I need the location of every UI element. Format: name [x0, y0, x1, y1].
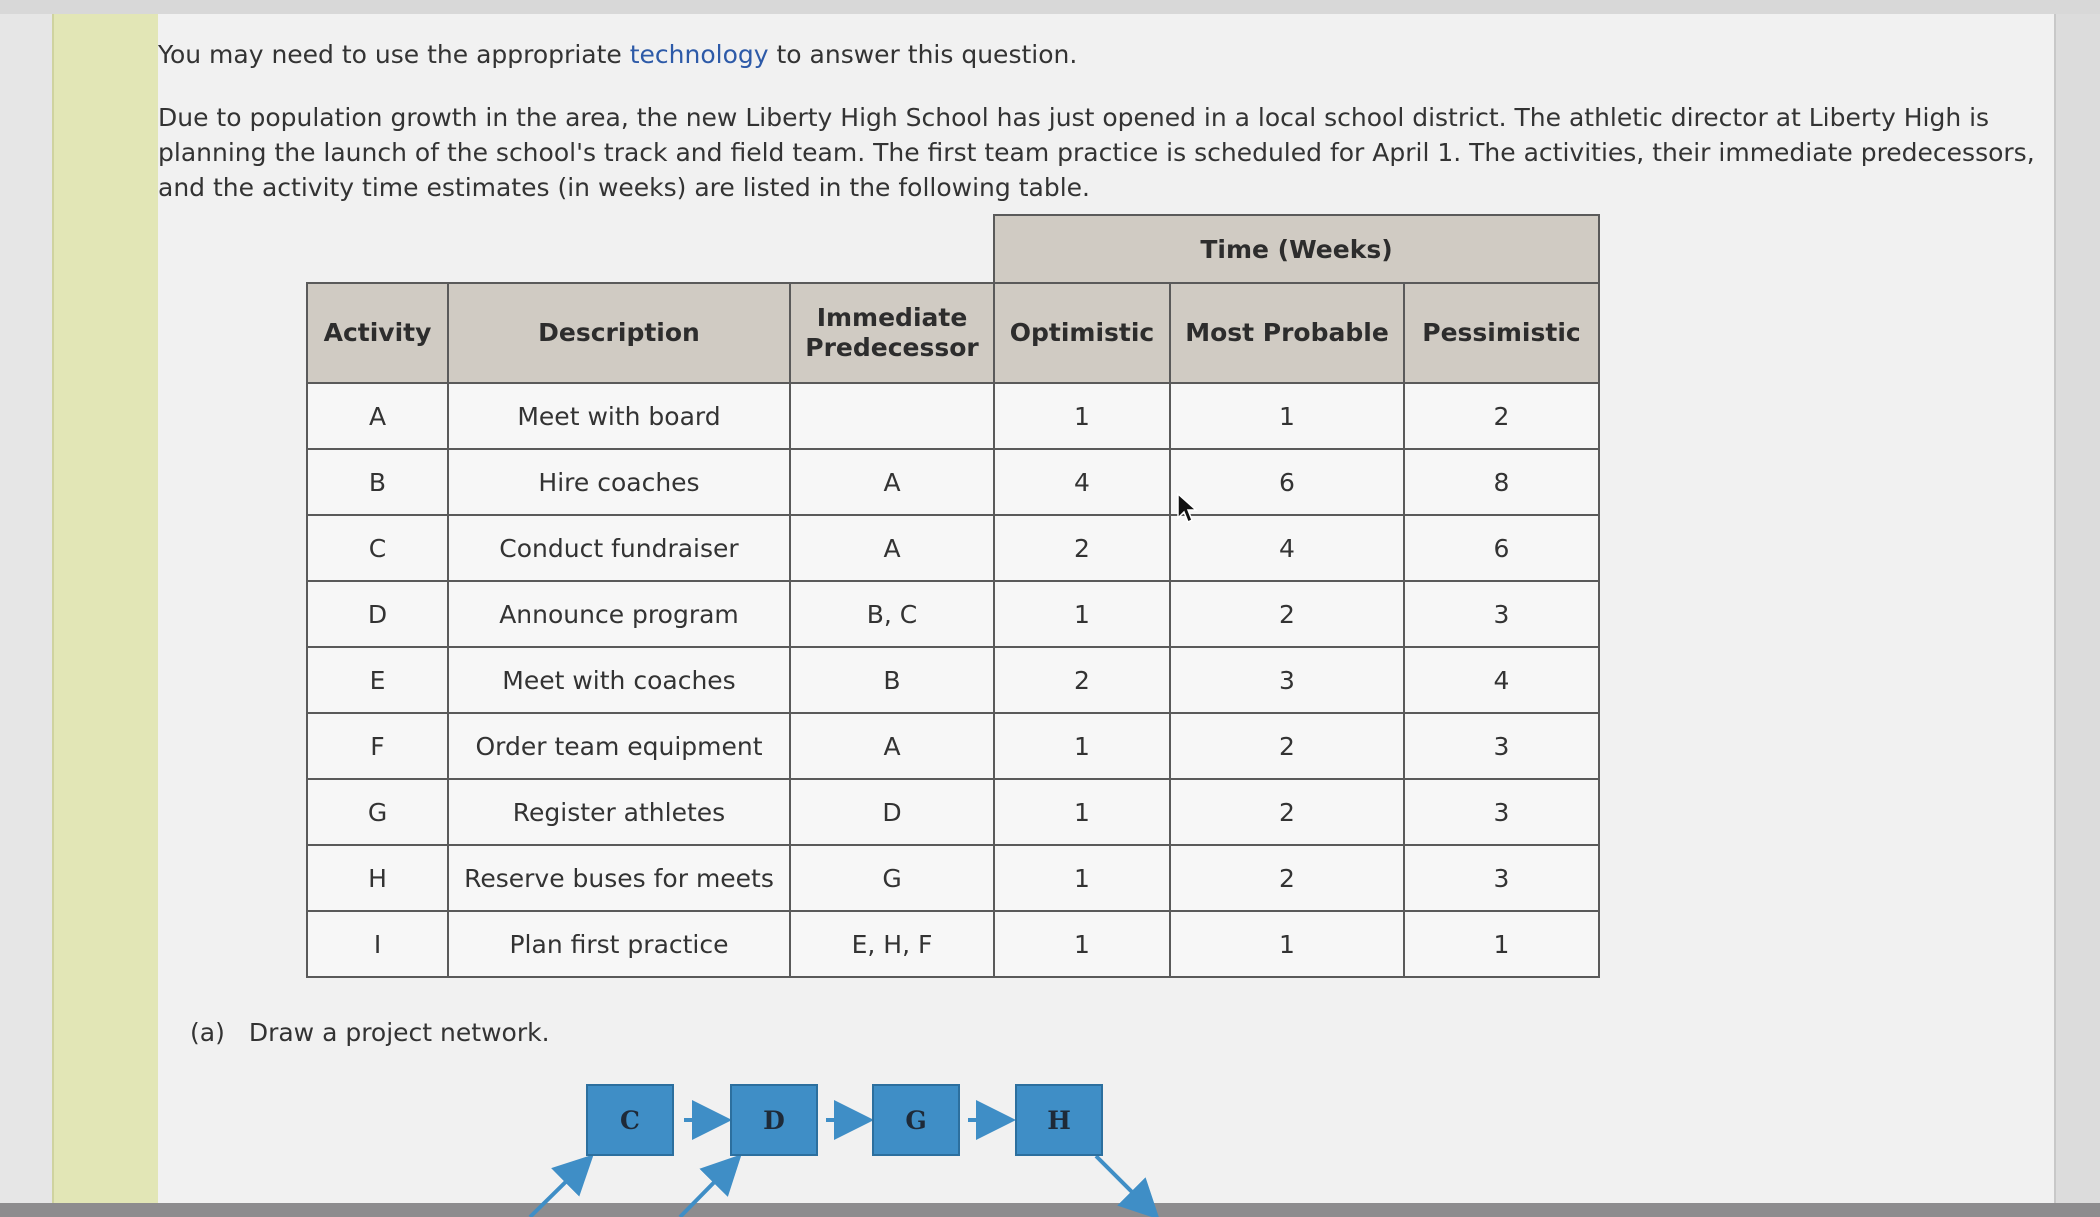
arrow-into-d: [680, 1160, 736, 1217]
table-row: [307, 515, 1599, 581]
arrow-out-of-h: [1096, 1156, 1154, 1214]
description-cell: Hire coaches: [448, 449, 790, 515]
optimistic-cell: 4: [994, 449, 1170, 515]
description-cell: Plan first practice: [448, 911, 790, 977]
optimistic-cell: 2: [994, 647, 1170, 713]
time-weeks-header: Time (Weeks): [994, 215, 1599, 283]
intro-text-before: You may need to use the appropriate: [158, 40, 630, 69]
technology-link[interactable]: technology: [629, 40, 769, 69]
most-probable-header: Most Probable: [1170, 283, 1404, 383]
most-probable-cell: 6: [1170, 449, 1404, 515]
optimistic-cell: 2: [994, 515, 1170, 581]
optimistic-cell: 1: [994, 581, 1170, 647]
most-probable-cell: 2: [1170, 713, 1404, 779]
description-cell: Meet with coaches: [448, 647, 790, 713]
table-row: [307, 845, 1599, 911]
pessimistic-cell: 3: [1404, 581, 1599, 647]
description-cell: Announce program: [448, 581, 790, 647]
optimistic-cell: 1: [994, 383, 1170, 449]
optimistic-cell: 1: [994, 713, 1170, 779]
left-margin: [0, 14, 52, 1203]
network-node-c[interactable]: C: [586, 1084, 674, 1156]
arrow-into-c: [530, 1160, 588, 1217]
network-node-h[interactable]: H: [1015, 1084, 1103, 1156]
intro-text-after: to answer this question.: [768, 40, 1078, 69]
activity-cell: H: [307, 845, 448, 911]
activity-cell: B: [307, 449, 448, 515]
optimistic-header: Optimistic: [994, 283, 1170, 383]
optimistic-cell: 1: [994, 779, 1170, 845]
predecessor-cell: E, H, F: [790, 911, 994, 977]
activity-cell: F: [307, 713, 448, 779]
optimistic-cell: 1: [994, 911, 1170, 977]
table-row: [307, 911, 1599, 977]
activity-cell: A: [307, 383, 448, 449]
network-node-d[interactable]: D: [730, 1084, 818, 1156]
pessimistic-cell: 3: [1404, 713, 1599, 779]
most-probable-cell: 1: [1170, 911, 1404, 977]
predecessor-header-line1: Immediate: [816, 303, 968, 332]
activity-cell: E: [307, 647, 448, 713]
predecessor-cell: B, C: [790, 581, 994, 647]
top-bar: [0, 0, 2100, 14]
problem-paragraph: Due to population growth in the area, the new Liberty High School has just opened in a local school district. The athletic director at Liberty High is planning the launch of the school's track and field team. The first team practice is scheduled for April 1. The activities, their immediate predecessors, and the activity time estimates (in weeks) are listed in the following table.: [158, 103, 2035, 202]
pessimistic-cell: 4: [1404, 647, 1599, 713]
technology-note: [158, 40, 1077, 69]
project-network-diagram[interactable]: [158, 1054, 1358, 1217]
pessimistic-header: Pessimistic: [1404, 283, 1599, 383]
table-row: [307, 449, 1599, 515]
network-node-g[interactable]: G: [872, 1084, 960, 1156]
activity-header: Activity: [307, 283, 448, 383]
part-a-label: (a): [190, 1018, 225, 1047]
pessimistic-cell: 1: [1404, 911, 1599, 977]
predecessor-header: [790, 283, 994, 383]
description-cell: Register athletes: [448, 779, 790, 845]
most-probable-cell: 2: [1170, 581, 1404, 647]
table-blank-corner: [307, 215, 994, 283]
description-cell: Order team equipment: [448, 713, 790, 779]
activity-cell: C: [307, 515, 448, 581]
most-probable-cell: 1: [1170, 383, 1404, 449]
predecessor-cell: A: [790, 449, 994, 515]
pessimistic-cell: 6: [1404, 515, 1599, 581]
part-a-text: Draw a project network.: [248, 1018, 550, 1047]
table-row: [307, 779, 1599, 845]
description-cell: Conduct fundraiser: [448, 515, 790, 581]
predecessor-cell: D: [790, 779, 994, 845]
table-row: [307, 713, 1599, 779]
right-edge-panel: [2054, 14, 2100, 1203]
table-row: [307, 581, 1599, 647]
activity-cell: D: [307, 581, 448, 647]
activity-table: [306, 214, 1600, 978]
most-probable-cell: 2: [1170, 845, 1404, 911]
predecessor-cell: [790, 383, 994, 449]
table-row: [307, 647, 1599, 713]
predecessor-cell: A: [790, 515, 994, 581]
most-probable-cell: 3: [1170, 647, 1404, 713]
predecessor-cell: A: [790, 713, 994, 779]
predecessor-cell: B: [790, 647, 994, 713]
question-content: [158, 14, 2054, 1203]
pessimistic-cell: 3: [1404, 779, 1599, 845]
description-cell: Meet with board: [448, 383, 790, 449]
predecessor-cell: G: [790, 845, 994, 911]
optimistic-cell: 1: [994, 845, 1170, 911]
activity-cell: I: [307, 911, 448, 977]
mouse-cursor-icon: [1176, 492, 1200, 524]
pessimistic-cell: 3: [1404, 845, 1599, 911]
table-row: [307, 383, 1599, 449]
most-probable-cell: 4: [1170, 515, 1404, 581]
predecessor-header-line2: Predecessor: [805, 333, 979, 362]
description-header: Description: [448, 283, 790, 383]
description-cell: Reserve buses for meets: [448, 845, 790, 911]
pessimistic-cell: 8: [1404, 449, 1599, 515]
most-probable-cell: 2: [1170, 779, 1404, 845]
pessimistic-cell: 2: [1404, 383, 1599, 449]
question-side-stripe: [52, 14, 160, 1203]
activity-cell: G: [307, 779, 448, 845]
part-a-prompt: [190, 1018, 550, 1047]
